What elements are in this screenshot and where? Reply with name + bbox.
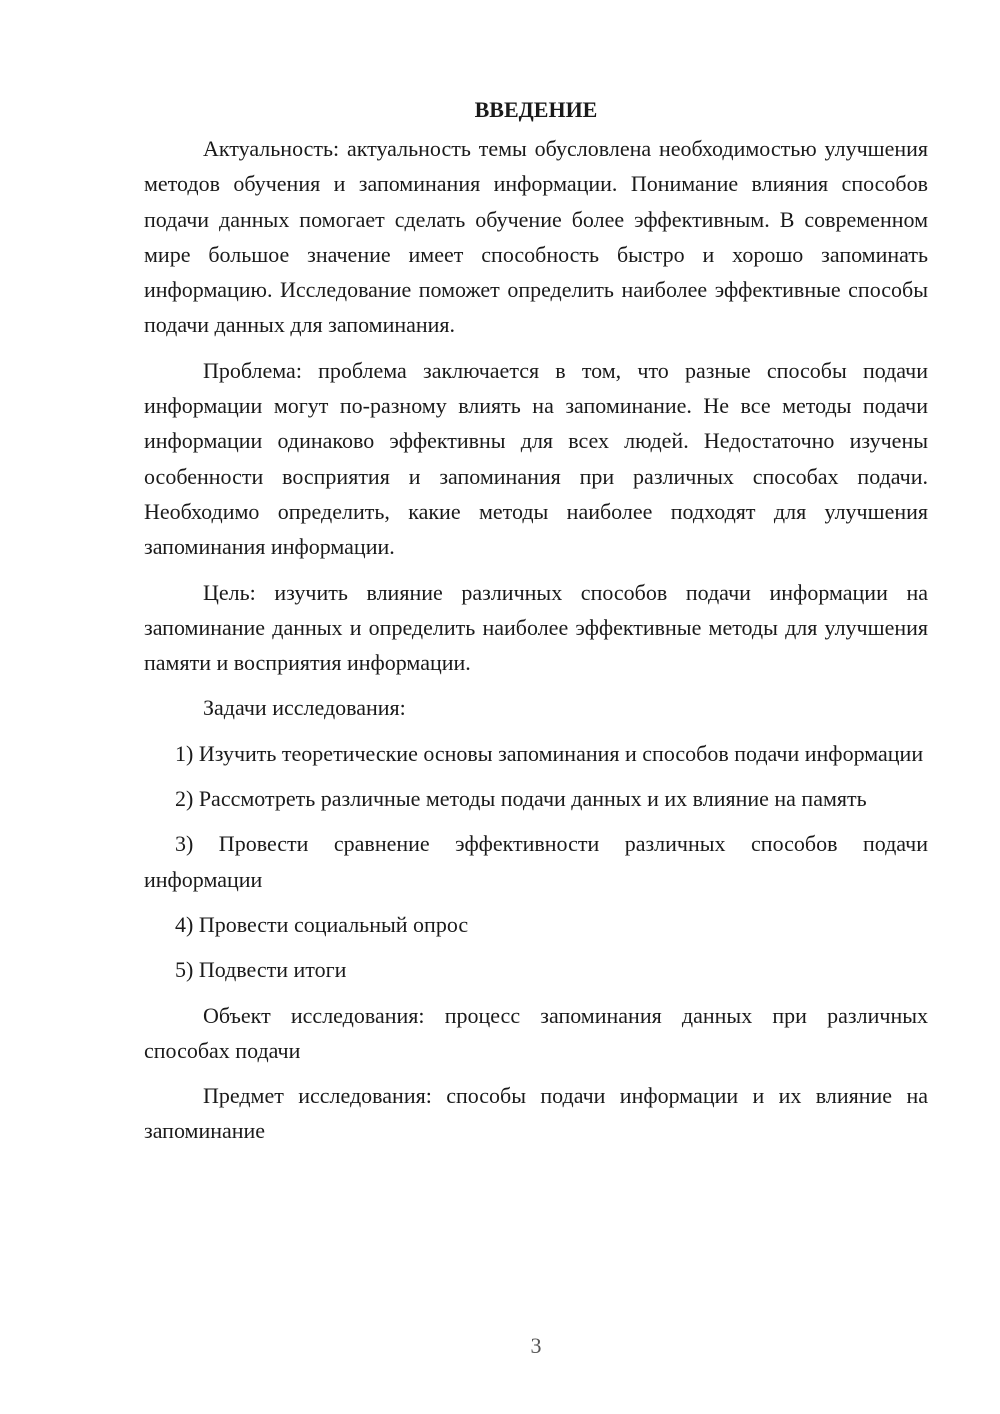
task-item-3: 3) Провести сравнение эффективности различных способов подачи информации xyxy=(144,831,928,892)
task-item-5: 5) Подвести итоги xyxy=(175,957,347,983)
task-item-2: 2) Рассмотреть различные методы подачи данных и их влияние на память xyxy=(175,786,867,812)
goal-paragraph: Цель: изучить влияние различных способов подачи информации на запоминание данных и определить наиболее эффективные методы для улучшения памяти и восприятия информации. xyxy=(144,579,928,676)
tasks-heading: Задачи исследования: xyxy=(203,695,406,721)
problem-paragraph: Проблема: проблема заключается в том, что разные способы подачи информации могут по-разному влиять на запоминание. Не все методы подачи информации одинаково эффективны для всех людей. Недостаточно изучены особенности восприятия и запоминания при различных способах подачи. Необходимо определить, какие методы наиболее подходят для улучшения запоминания информации. xyxy=(144,357,928,560)
page-number: 3 xyxy=(530,1333,542,1358)
research-subject-paragraph: Предмет исследования: способы подачи информации и их влияние на запоминание xyxy=(144,1083,928,1144)
document-content xyxy=(144,92,928,1159)
research-object-paragraph: Объект исследования: процесс запоминания данных при различных способах подачи xyxy=(144,1002,928,1063)
task-item-4: 4) Провести социальный опрос xyxy=(175,911,469,937)
section-title: ВВЕДЕНИЕ xyxy=(474,97,598,122)
relevance-paragraph: Актуальность: актуальность темы обусловлена необходимостью улучшения методов обучения и запоминания информации. Понимание влияния способов подачи данных помогает сделать обучение более эффективным. В современном мире большое значение имеет способность быстро и хорошо запоминать информацию. Исследование поможет определить наиболее эффективные способы подачи данных для запоминания. xyxy=(144,136,928,338)
task-item-1: 1) Изучить теоретические основы запоминания и способов подачи информации xyxy=(175,740,924,766)
